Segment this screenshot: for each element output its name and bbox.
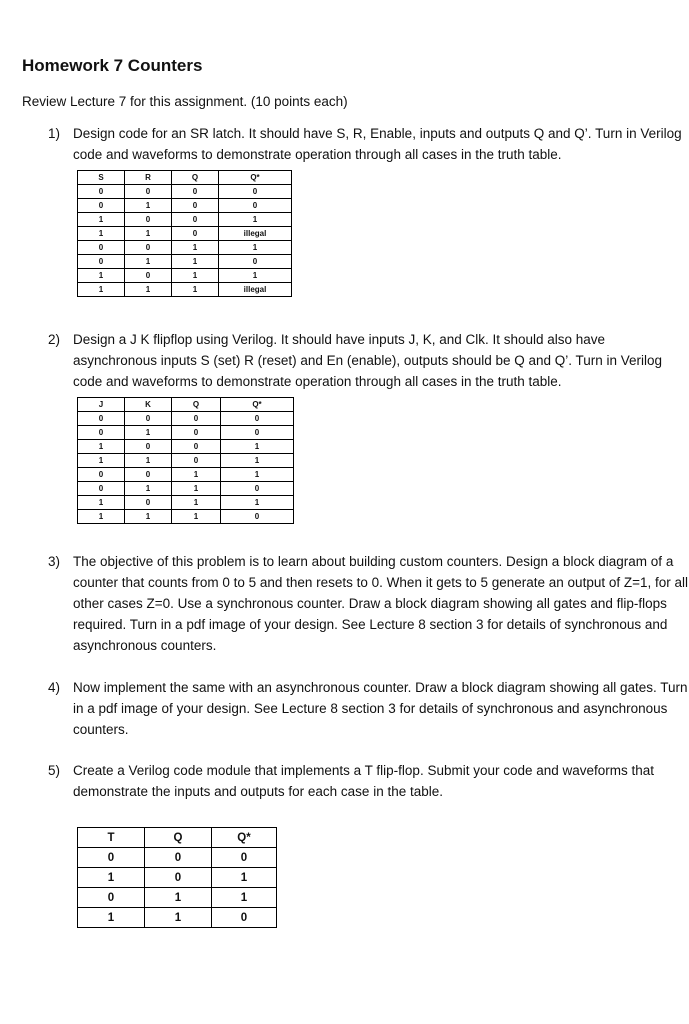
table-cell: 1 [78, 269, 125, 283]
question-number: 5) [48, 763, 61, 778]
header-cell: T [78, 828, 145, 848]
table-cell: 0 [212, 908, 277, 928]
table-row [78, 908, 277, 928]
table-cell: 0 [221, 510, 294, 524]
table-cell: 1 [172, 241, 219, 255]
table-cell: 1 [125, 510, 172, 524]
header-cell: K [125, 398, 172, 412]
table-row [78, 510, 294, 524]
table-cell: 0 [145, 868, 212, 888]
table-header-row [78, 171, 292, 185]
table-row [78, 255, 292, 269]
table-row [78, 868, 277, 888]
header-cell: Q [172, 171, 219, 185]
table-cell: 1 [172, 269, 219, 283]
intro-text: Review Lecture 7 for this assignment. (10 points each) [22, 94, 348, 109]
table-cell: 0 [78, 199, 125, 213]
question-text: Design a J K flipflop using Verilog. It should have inputs J, K, and Clk. It should also have asynchronous inputs S (set) R (reset) and En (enable), outputs should be Q and Q’. Turn in Verilog code and waveforms to demonstrate operation through all cases in the truth table. [73, 332, 663, 389]
sr-truth-table [77, 170, 292, 297]
table-cell: 1 [78, 868, 145, 888]
table-row [78, 496, 294, 510]
table-cell: 1 [221, 468, 294, 482]
table-row [78, 227, 292, 241]
header-cell: Q [172, 398, 221, 412]
table-cell: 1 [221, 440, 294, 454]
table-row [78, 468, 294, 482]
table-cell: 0 [221, 426, 294, 440]
table-row [78, 454, 294, 468]
table-row [78, 199, 292, 213]
table-row [78, 213, 292, 227]
table-cell: 0 [125, 213, 172, 227]
table-cell: 0 [78, 185, 125, 199]
table-row [78, 241, 292, 255]
table-cell: 1 [78, 213, 125, 227]
table-header-row [78, 398, 294, 412]
table-cell: 1 [145, 888, 212, 908]
table-cell: 0 [78, 848, 145, 868]
header-cell: Q* [212, 828, 277, 848]
table-cell: 0 [78, 468, 125, 482]
table-row [78, 283, 292, 297]
header-cell: J [78, 398, 125, 412]
table-cell: 0 [145, 848, 212, 868]
t-truth-table [77, 827, 277, 928]
table-cell: 0 [172, 227, 219, 241]
table-row [78, 848, 277, 868]
table-cell: 1 [125, 255, 172, 269]
table-row [78, 482, 294, 496]
table-cell: 1 [78, 440, 125, 454]
question-text: Create a Verilog code module that implements a T flip-flop. Submit your code and waveforms that demonstrate the inputs and outputs for each case in the table. [73, 763, 655, 799]
table-header-row [78, 828, 277, 848]
table-cell: 1 [125, 199, 172, 213]
table-cell: 0 [125, 496, 172, 510]
question-number: 2) [48, 332, 61, 347]
question-number: 1) [48, 126, 61, 141]
table-cell: 0 [221, 482, 294, 496]
table-cell: 0 [219, 185, 292, 199]
table-cell: 0 [78, 255, 125, 269]
table-cell: 1 [221, 454, 294, 468]
table-row [78, 412, 294, 426]
table-cell: 1 [172, 255, 219, 269]
table-cell: 0 [172, 426, 221, 440]
table-cell: 1 [125, 454, 172, 468]
question-text: The objective of this problem is to learn about building custom counters. Design a block diagram of a counter that counts from 0 to 5 and then resets to 0. When it gets to 5 generate an output of Z=1, for all other cases Z=0. Use a synchronous counter. Draw a block diagram showing all gates and flip-flops required. Turn in a pdf image of your design. See Lecture 8 section 3 for details of synchronous and asynchronous counters. [73, 554, 688, 653]
table-cell: 0 [172, 185, 219, 199]
table-cell: 1 [212, 888, 277, 908]
table-cell: 1 [172, 510, 221, 524]
header-cell: R [125, 171, 172, 185]
table-cell: 0 [212, 848, 277, 868]
table-cell: 0 [125, 241, 172, 255]
header-cell: Q* [221, 398, 294, 412]
table-cell: 1 [78, 510, 125, 524]
table-cell: 1 [172, 496, 221, 510]
table-cell: 1 [172, 482, 221, 496]
table-cell: 1 [172, 468, 221, 482]
question-number: 3) [48, 554, 61, 569]
table-cell: 0 [78, 241, 125, 255]
table-row [78, 269, 292, 283]
table-cell: 1 [212, 868, 277, 888]
table-cell: 0 [172, 199, 219, 213]
table-cell: 1 [219, 269, 292, 283]
table-cell: 0 [125, 185, 172, 199]
table-cell: 1 [78, 496, 125, 510]
table-row [78, 426, 294, 440]
table-row [78, 888, 277, 908]
table-cell: 0 [219, 199, 292, 213]
table-cell: 1 [219, 241, 292, 255]
jk-truth-table [77, 397, 294, 524]
table-cell: 1 [172, 283, 219, 297]
table-cell: 0 [125, 468, 172, 482]
question-text: Now implement the same with an asynchronous counter. Draw a block diagram showing all gates. Turn in a pdf image of your design. See Lecture 8 section 3 for details of synchronous and asynchronous counters. [73, 680, 688, 737]
table-cell: 1 [125, 283, 172, 297]
table-cell: 1 [125, 426, 172, 440]
header-cell: Q* [219, 171, 292, 185]
table-cell: 1 [78, 227, 125, 241]
table-cell: 0 [78, 888, 145, 908]
table-cell: 0 [172, 213, 219, 227]
table-cell: 0 [125, 440, 172, 454]
table-cell: illegal [219, 227, 292, 241]
table-cell: 0 [219, 255, 292, 269]
table-cell: 0 [221, 412, 294, 426]
page-title: Homework 7 Counters [22, 56, 203, 75]
table-cell: 1 [125, 227, 172, 241]
question-number: 4) [48, 680, 61, 695]
table-cell: 1 [78, 454, 125, 468]
table-cell: 0 [125, 412, 172, 426]
table-cell: 1 [78, 908, 145, 928]
table-cell: 0 [172, 440, 221, 454]
question-text: Design code for an SR latch. It should have S, R, Enable, inputs and outputs Q and Q’. Turn in Verilog code and waveforms to demonstrate operation through all cases in the truth table. [73, 126, 682, 162]
header-cell: S [78, 171, 125, 185]
table-cell: 1 [145, 908, 212, 928]
table-cell: 0 [125, 269, 172, 283]
table-cell: illegal [219, 283, 292, 297]
table-cell: 0 [78, 482, 125, 496]
table-row [78, 440, 294, 454]
table-cell: 1 [221, 496, 294, 510]
table-cell: 0 [78, 412, 125, 426]
header-cell: Q [145, 828, 212, 848]
table-cell: 1 [219, 213, 292, 227]
table-cell: 0 [78, 426, 125, 440]
table-cell: 1 [78, 283, 125, 297]
table-cell: 1 [125, 482, 172, 496]
table-cell: 0 [172, 454, 221, 468]
table-row [78, 185, 292, 199]
table-cell: 0 [172, 412, 221, 426]
